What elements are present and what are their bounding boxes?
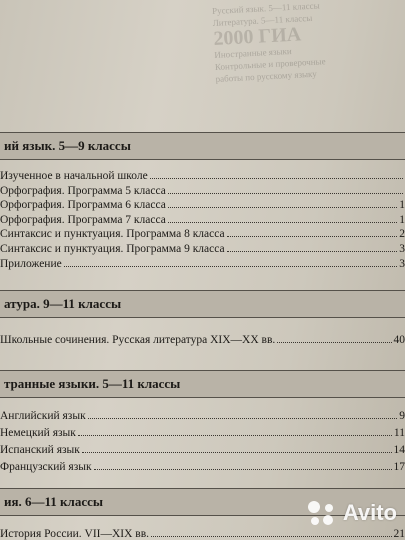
- ghost-line: Литература. 5—11 классы: [212, 12, 313, 29]
- toc-item[interactable]: [0, 442, 405, 459]
- toc-item[interactable]: [0, 408, 405, 425]
- toc-label: Изученное в начальной школе: [0, 170, 148, 182]
- toc-item[interactable]: [0, 226, 405, 241]
- toc-leader-dots: [168, 183, 403, 194]
- ghost-line: Русский язык. 5—11 классы: [211, 0, 320, 17]
- ghost-heading: 2000 ГИА: [212, 23, 302, 50]
- section-title: транные языки. 5—11 классы: [0, 370, 405, 398]
- toc-page: 14: [393, 444, 405, 456]
- toc-item[interactable]: [0, 526, 405, 540]
- toc-label: Английский язык: [0, 410, 86, 422]
- toc-item[interactable]: [0, 425, 405, 442]
- toc-leader-dots: [88, 408, 398, 419]
- section-title: атура. 9—11 классы: [0, 290, 405, 318]
- toc-page: 1: [399, 199, 405, 212]
- toc-list: [0, 318, 405, 347]
- toc-leader-dots: [78, 425, 392, 436]
- watermark-text: Avito: [342, 500, 397, 525]
- ghost-line: работы по русскому языку: [215, 68, 318, 84]
- toc-page: 40: [393, 334, 405, 346]
- toc-leader-dots: [150, 168, 403, 179]
- toc-list: [0, 160, 405, 270]
- toc-label: Школьные сочинения. Русская литература XIX—XX вв.: [0, 334, 276, 346]
- section-russian: [0, 132, 405, 270]
- toc-leader-dots: [64, 256, 398, 267]
- ghost-line: Контрольные и проверочные: [214, 56, 326, 72]
- toc-leader-dots: [168, 197, 397, 208]
- toc-leader-dots: [227, 226, 398, 237]
- section-foreign-languages: [0, 370, 405, 476]
- avito-logo-icon: [305, 498, 339, 528]
- toc-page: 21: [393, 528, 405, 540]
- toc-item[interactable]: [0, 459, 405, 476]
- toc-item[interactable]: [0, 212, 405, 227]
- toc-page: 3: [399, 242, 405, 255]
- toc-item[interactable]: [0, 332, 405, 347]
- toc-leader-dots: [277, 332, 391, 343]
- toc-leader-dots: [168, 212, 397, 223]
- toc-label: Орфография. Программа 7 класса: [0, 213, 166, 226]
- section-title: ий язык. 5—9 классы: [0, 132, 405, 160]
- toc-label: Французский язык: [0, 461, 92, 473]
- toc-item[interactable]: [0, 183, 405, 198]
- toc-label: Немецкий язык: [0, 427, 76, 439]
- toc-label: Синтаксис и пунктуация. Программа 8 класса: [0, 228, 225, 241]
- toc-leader-dots: [227, 241, 398, 252]
- toc-page: 11: [393, 427, 405, 439]
- toc-item[interactable]: [0, 256, 405, 271]
- toc-page: 2: [399, 228, 405, 241]
- toc-leader-dots: [94, 459, 392, 470]
- toc-item[interactable]: [0, 168, 405, 183]
- section-title: ия. 6—11 классы: [0, 488, 405, 516]
- toc-list: [0, 398, 405, 476]
- toc-label: Орфография. Программа 5 класса: [0, 184, 166, 197]
- toc-label: Синтаксис и пунктуация. Программа 9 класса: [0, 242, 225, 255]
- toc-item[interactable]: [0, 241, 405, 256]
- toc-leader-dots: [82, 442, 392, 453]
- avito-watermark: [305, 498, 397, 528]
- toc-label: Приложение: [0, 257, 62, 270]
- ghost-line: Иностранные языки: [214, 45, 292, 60]
- toc-page: 9: [399, 410, 405, 422]
- toc-label: История России. VII—XIX вв.: [0, 528, 150, 540]
- bleed-through-text: [212, 0, 405, 135]
- toc-page: 17: [393, 461, 405, 473]
- toc-label: Испанский язык: [0, 444, 80, 456]
- section-literature: [0, 290, 405, 347]
- toc-page: 1: [399, 213, 405, 226]
- toc-page: 3: [399, 257, 405, 270]
- toc-item[interactable]: [0, 197, 405, 212]
- toc-label: Орфография. Программа 6 класса: [0, 199, 166, 212]
